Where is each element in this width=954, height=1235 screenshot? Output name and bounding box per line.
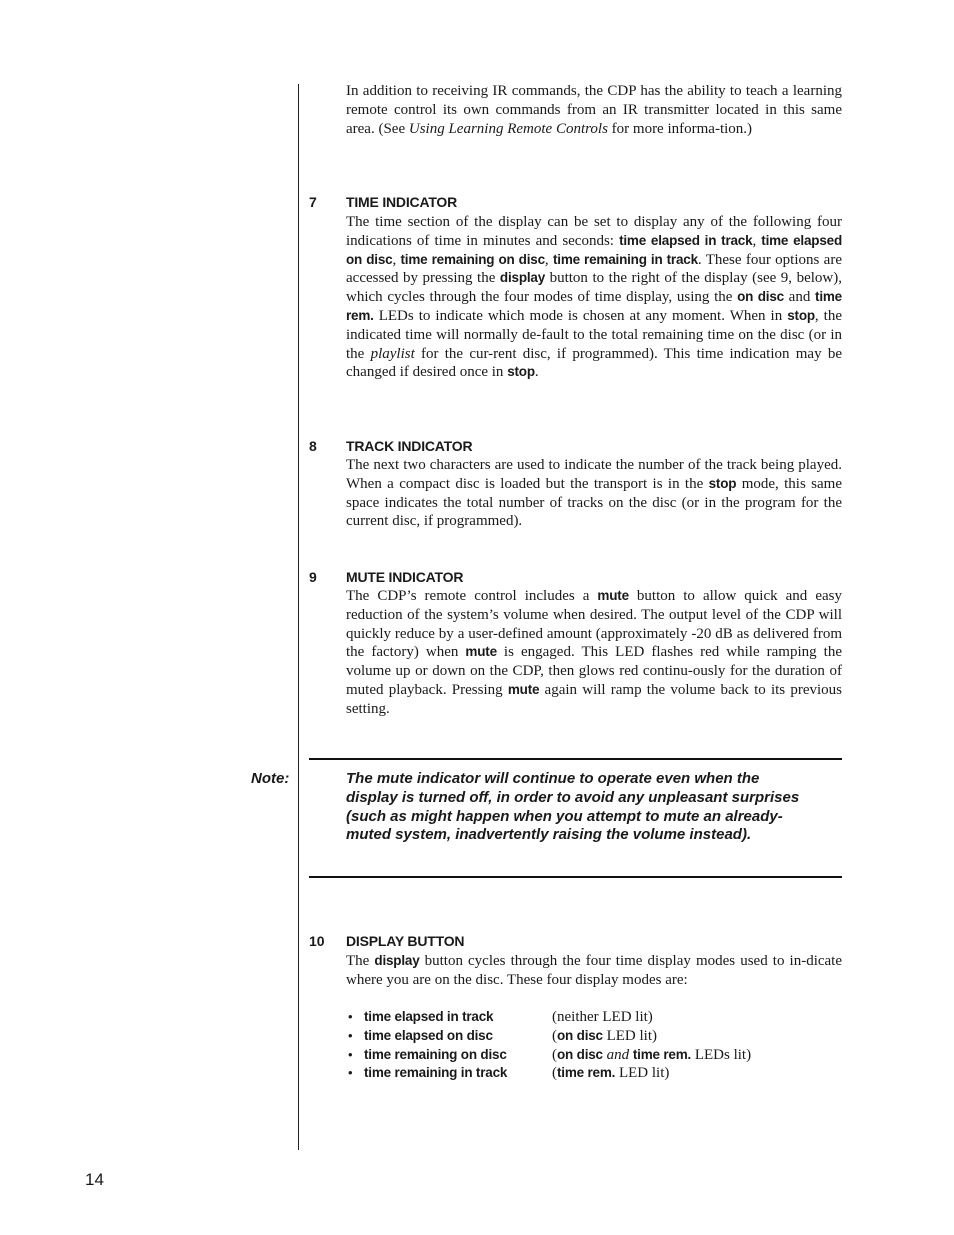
mode-name: time elapsed in track (364, 1009, 494, 1024)
mode-description: (time rem. LED lit) (552, 1065, 670, 1082)
section-paragraph: The display button cycles through the four time display modes used to in-dicate where you are on the disc. These four display modes are: (346, 953, 842, 988)
mode-description: (on disc and time rem. LEDs lit) (552, 1046, 752, 1063)
mode-name: time remaining on disc (364, 1046, 507, 1062)
mode-name: time remaining in track (364, 1065, 508, 1081)
section-paragraph: The CDP’s remote control includes a mute button to allow quick and easy reduction of the system’s volume when desired. The output level of the CDP will quickly reduce by a user-defined amount (approximately -20 dB as delivered from the factory) when mute is engaged. This LED flashes red while ramping the volume up or down on the CDP, then glows red continu-ously for the duration of muted playback. Pressing mute again will ramp the volume back to its previous setting. (346, 588, 842, 717)
mode-name: time elapsed on disc (364, 1027, 493, 1043)
section-number: 10 (309, 933, 325, 949)
margin-rule (298, 84, 299, 1150)
section-title: TIME INDICATOR (346, 194, 458, 210)
note-label: Note: (251, 770, 290, 787)
mode-description: (neither LED lit) (552, 1009, 653, 1025)
bullet-icon: • (348, 1009, 353, 1024)
note-bottom-rule (309, 876, 842, 878)
note-top-rule (309, 758, 842, 760)
list-item (346, 1064, 842, 1083)
bullet-icon: • (348, 1046, 353, 1062)
list-item (346, 1008, 842, 1027)
section-title: DISPLAY BUTTON (346, 933, 465, 949)
section-paragraph: The time section of the display can be set to display any of the following four indications of time in minutes and seconds: time elapsed in track, time elapsed on disc, time remaining on disc, time remaining in track. These four options are accessed by pressing the display button to the right of the display (see 9, below), which cycles through the four modes of time display, using the on disc and time rem. LEDs to indicate which mode is chosen at any moment. When in stop, the indicated time will normally de-fault to the total remaining time on the disc (or in the playlist for the cur-rent disc, if programmed). This time indication may be changed if desired once in stop. (346, 214, 843, 381)
display-modes-list (346, 1008, 842, 1083)
list-item (346, 1046, 842, 1065)
bullet-icon: • (348, 1027, 353, 1043)
section-number: 7 (309, 194, 317, 210)
intro-paragraph: In addition to receiving IR commands, the CDP has the ability to teach a learning remote control its own commands from an IR transmitter located in this same area. (See Using Learning Remote Controls for more informa-tion.) (346, 83, 842, 137)
bullet-icon: • (348, 1065, 353, 1081)
section-number: 8 (309, 438, 317, 454)
section-title: MUTE INDICATOR (346, 569, 464, 585)
note-text: The mute indicator will continue to operate even when the display is turned off, in order to avoid any unpleasant surprises (such as might happen when you attempt to mute an already-muted system, inadvertently raising the volume instead). (346, 770, 800, 844)
page-number: 14 (85, 1170, 104, 1189)
list-item (346, 1027, 842, 1046)
section-title: TRACK INDICATOR (346, 438, 473, 454)
section-number: 9 (309, 569, 317, 585)
mode-description: (on disc LED lit) (552, 1027, 658, 1044)
section-paragraph: The next two characters are used to indicate the number of the track being played. When a compact disc is loaded but the transport is in the stop mode, this same space indicates the total number of tracks on the disc (or in the program for the current disc, if programmed). (346, 457, 842, 530)
